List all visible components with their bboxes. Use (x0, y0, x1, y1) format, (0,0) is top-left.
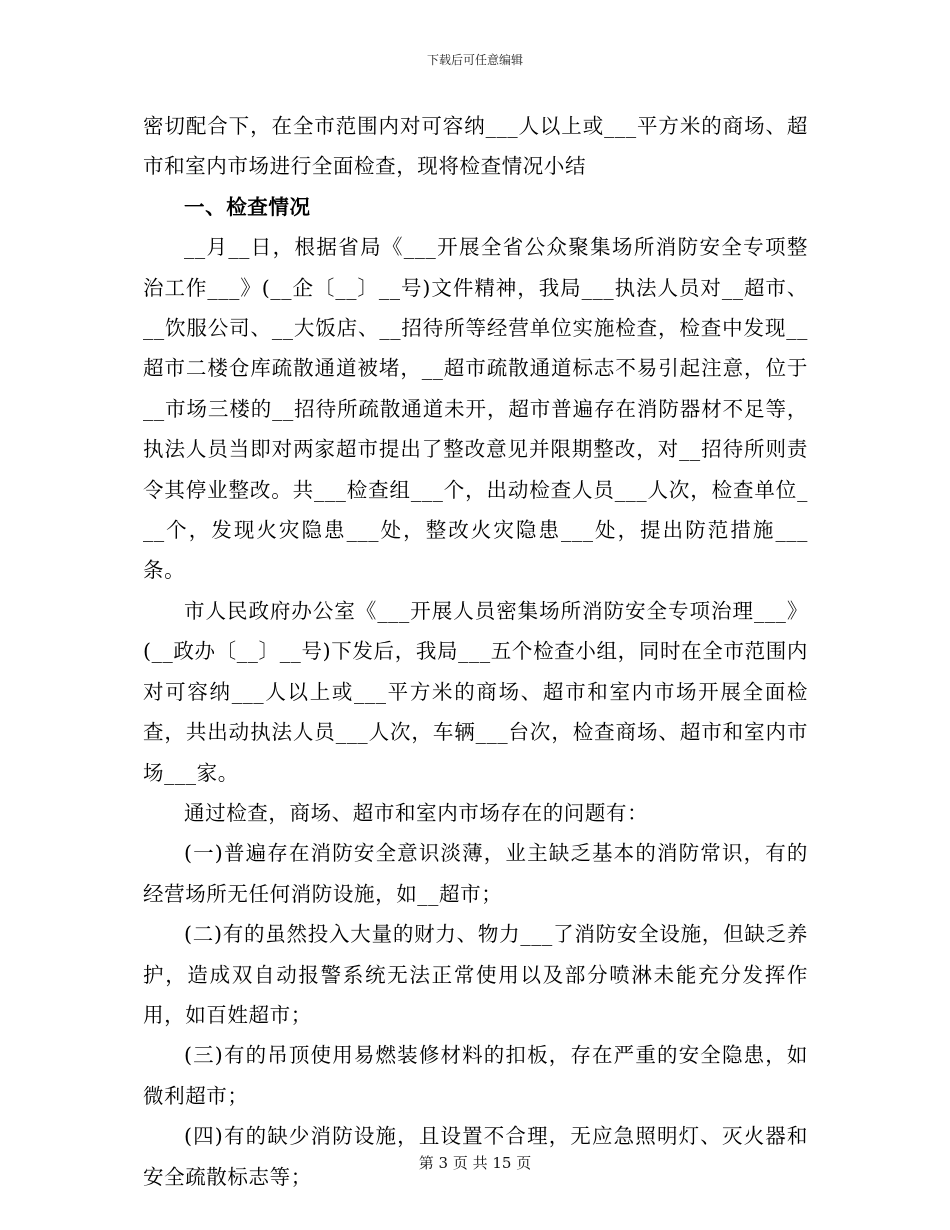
document-body (143, 106, 808, 1197)
list-item-problem-2: (二)有的虽然投入大量的财力、物力___了消防安全设施，但缺乏养护，造成双自动报警系统无法正常使用以及部分喷淋未能充分发挥作用，如百姓超市； (143, 922, 808, 1027)
list-item-problem-3: (三)有的吊顶使用易燃装修材料的扣板，存在严重的安全隐患，如微利超市； (143, 1043, 808, 1108)
paragraph-intro-continuation: 密切配合下，在全市范围内对可容纳___人以上或___平方米的商场、超市和室内市场进行全面检查，现将检查情况小结 (143, 114, 808, 179)
list-item-problem-1: (一)普遍存在消防安全意识淡薄，业主缺乏基本的消防常识，有的经营场所无任何消防设施，如__超市； (143, 841, 808, 906)
paragraph-municipal-inspection: 市人民政府办公室《___开展人员密集场所消防安全专项治理___》(__政办〔__〕__号)下发后，我局___五个检查小组，同时在全市范围内对可容纳___人以上或___平方米的商场、超市和室内市场开展全面检查，共出动执法人员___人次，车辆___台次，检查商场、超市和室内市场___家。 (143, 598, 808, 785)
page-number-footer: 第 3 页 共 15 页 (418, 1154, 532, 1172)
section-heading-inspection: 一、检查情况 (184, 194, 311, 219)
list-item-problem-4: (四)有的缺少消防设施，且设置不合理，无应急照明灯、灭火器和安全疏散标志等； (143, 1124, 808, 1189)
header-note: 下载后可任意编辑 (426, 53, 523, 67)
paragraph-provincial-inspection: __月__日，根据省局《___开展全省公众聚集场所消防安全专项整治工作___》(__企〔__〕__号)文件精神，我局___执法人员对__超市、__饮服公司、__大饭店、__招待所等经营单位实施检查，检查中发现__超市二楼仓库疏散通道被堵，__超市疏散通道标志不易引起注意，位于__市场三楼的__招待所疏散通道未开，超市普遍存在消防器材不足等，执法人员当即对两家超市提出了整改意见并限期整改，对__招待所则责令其停业整改。共___检查组___个，出动检查人员___人次，检查单位___个，发现火灾隐患___处，整改火灾隐患___处，提出防范措施___条。 (143, 235, 808, 583)
paragraph-problems-intro: 通过检查，商场、超市和室内市场存在的问题有： (184, 800, 649, 825)
